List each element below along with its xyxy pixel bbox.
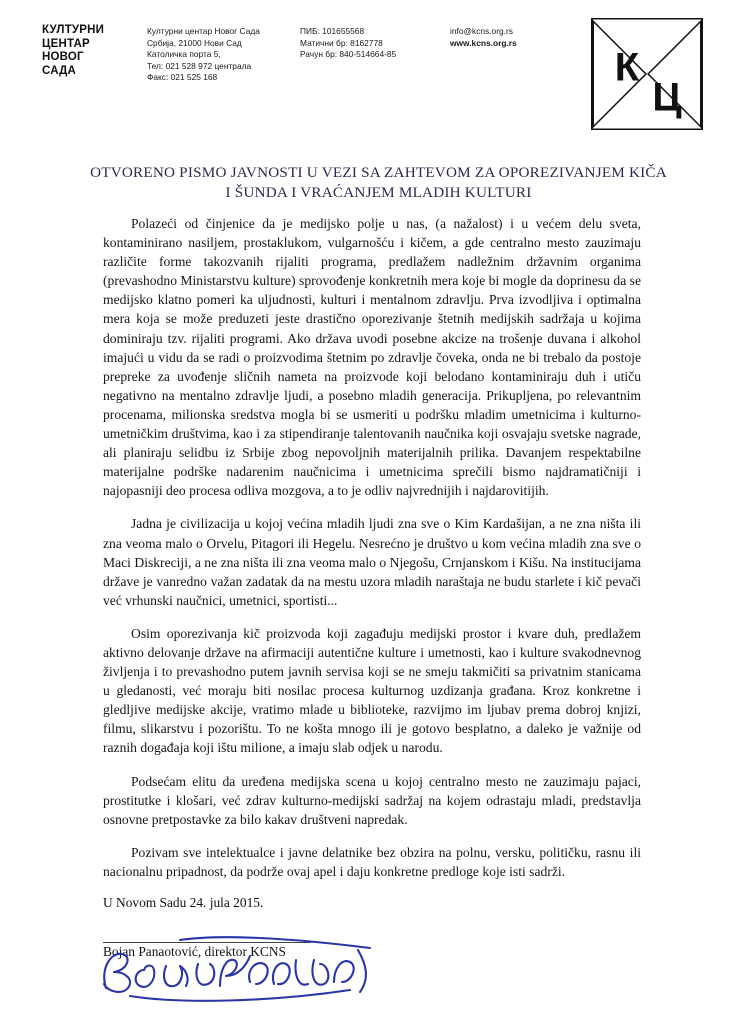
body-paragraph-4: Podsećam elitu da uređena medijska scena u kojoj centralno mesto ne zauzimaju pajaci, prostitutke i klošari, već zdrav kulturno-medijski sadržaj na kojem odrastaju mladi, predstavlja osnovne pretpostavke za bilo kakav društveni napredak.: [103, 773, 641, 827]
body-paragraph-1: Polazeći od činjenice da je medijsko polje u nas, (a nažalost) i u većem delu sveta, kontaminirano nasiljem, prostaklukom, vulgarnošću i kičem, a gde centralno mesto zauzimaju različite forme takozvanih rijaliti programa, predlažem nadležnim državnim organima (prevashodno Ministarstvu kulture) sprovođenje konkretnih mera koje bi mogle da doprinesu da se medijsko klatno pomeri ka uljudnosti, kulturi i mentalnom zdravlju. Prva izvodljiva i optimalna mera koja se može preduzeti jeste drastično oporezivanje štetnih medijskih sadržaja u kojima dominiraju tzv. rijaliti programi. Ako država uvodi posebne akcize na trošenje duvana i alkohol imajući u vidu da se radi o proizvodima štetnim po zdravlje čoveka, onda ne bi trebalo da postoje prepreke za uvođenje sličnih nameta na proizvode koji belodano kontaminiraju duh i utiču negativno na mentalno zdravlje ljudi, a posebno mladih generacija. Prikupljena, po relevantnim procenama, milionska sredstva mogla bi se usmeriti u podršku mladim umetnicima i kulturno-umetničkim društvima, kao i za stipendiranje talentovanih naučnika koji osvajaju svetske nagrade, ali planiraju selidbu iz Srbije zbog nepovoljnih materijalnih prilika. Davanjem respektabilne materijalne podrške nadarenim naučnicima i umetnicima sprečili bismo najdramatičniji i najopasniji deo procesa odliva mozgova, a to je odliv najvrednijih i najdarovitijih.: [103, 216, 641, 499]
page-title-line-2: I ŠUNDA I VRAĆANJEM MLADIH KULTURI: [225, 184, 532, 201]
website-url[interactable]: www.kcns.org.rs: [450, 37, 517, 48]
address-line-4: Тел: 021 528 972 централа: [147, 60, 252, 71]
place-and-date: U Novom Sadu 24. jula 2015.: [103, 895, 264, 910]
address-block: [147, 26, 297, 84]
body-paragraph-5: Pozivam sve intelektualce i javne delatnike bez obzira na polnu, versku, političku, rasnu ili nacionalnu pripadnost, da podrže ovaj apel i daju konkretne predloge koje isti sadrži.: [103, 844, 641, 879]
tax-ids-block: [300, 26, 445, 61]
organization-name: [42, 24, 138, 78]
tax-id-maticni: Матични бр: 8162778: [300, 37, 383, 48]
address-line-2: Србија, 21000 Нови Сад: [147, 37, 242, 48]
page-title: [70, 163, 687, 203]
body-paragraph-3: Osim oporezivanja kič proizvoda koji zagađuju medijski prostor i kvare duh, predlažem aktivno delovanje države na afirmaciji autentične kulture i umetnosti, kao i kulture svakodnevnog življenja i to prevashodno putem javnih servisa koji se ne smeju takmičiti sa privatnim stanicama u gledanosti, već moraju biti nosilac procesa kulturnog uzdizanja građana. Kroz konkretne i gledljive medijske akcije, vratimo mlade u biblioteke, razvijmo im ljubav prema dobroj knjizi, filmu, slikarstvu i pozorištu. To ne košta mnogo ili je gotovo besplatno, a daleko je važnije od raznih događaja koji ištu milione, a imaju slab odjek u narodu.: [103, 625, 641, 756]
svg-text:К: К: [614, 45, 640, 90]
address-line-3: Католичка порта 5,: [147, 49, 221, 60]
letterhead: [42, 18, 703, 138]
address-line-1: Културни центар Новог Сада: [147, 26, 260, 36]
letter-body: [103, 214, 641, 881]
email-address[interactable]: info@kcns.org.rs: [450, 26, 513, 36]
signature-rule: [103, 942, 311, 943]
address-line-5: Факс: 021 525 168: [147, 72, 218, 83]
organization-name-line-3: НОВОГ: [42, 51, 84, 63]
signer-name-and-title: Bojan Panaotović, direktor KCNS: [103, 944, 286, 959]
organization-name-line-1: КУЛТУРНИ: [42, 24, 105, 36]
svg-text:Ц: Ц: [652, 75, 682, 120]
kcns-logo-icon: [591, 18, 703, 130]
organization-name-line-4: САДА: [42, 64, 77, 77]
signature-block: [103, 893, 583, 961]
page-title-line-1: OTVORENO PISMO JAVNOSTI U VEZI SA ZAHTEVOM ZA OPOREZIVANJEM KIČA: [90, 164, 667, 181]
tax-id-pib: ПИБ: 101655568: [300, 26, 365, 36]
contact-block: [450, 26, 600, 49]
organization-name-line-2: ЦЕНТАР: [42, 37, 90, 50]
bank-account-number: Рачун бр: 840-514664-85: [300, 49, 397, 60]
body-paragraph-2: Jadna je civilizacija u kojoj većina mladih ljudi zna sve o Kim Kardašijan, a ne zna ništa ili zna veoma malo o Orvelu, Pitagori ili Hegelu. Nesrećno je društvo u kom većina mladih zna sve o Maci Diskreciji, a ne zna ništa ili zna veoma malo o Njegošu, Crnjanskom i Kišu. Na institucijama države je vanredno važan zadatak da na mestu uzora mladih naraštaja ne budu starlete i kič pevači već vrhunski naučnici, umetnici, sportisti...: [103, 516, 641, 608]
